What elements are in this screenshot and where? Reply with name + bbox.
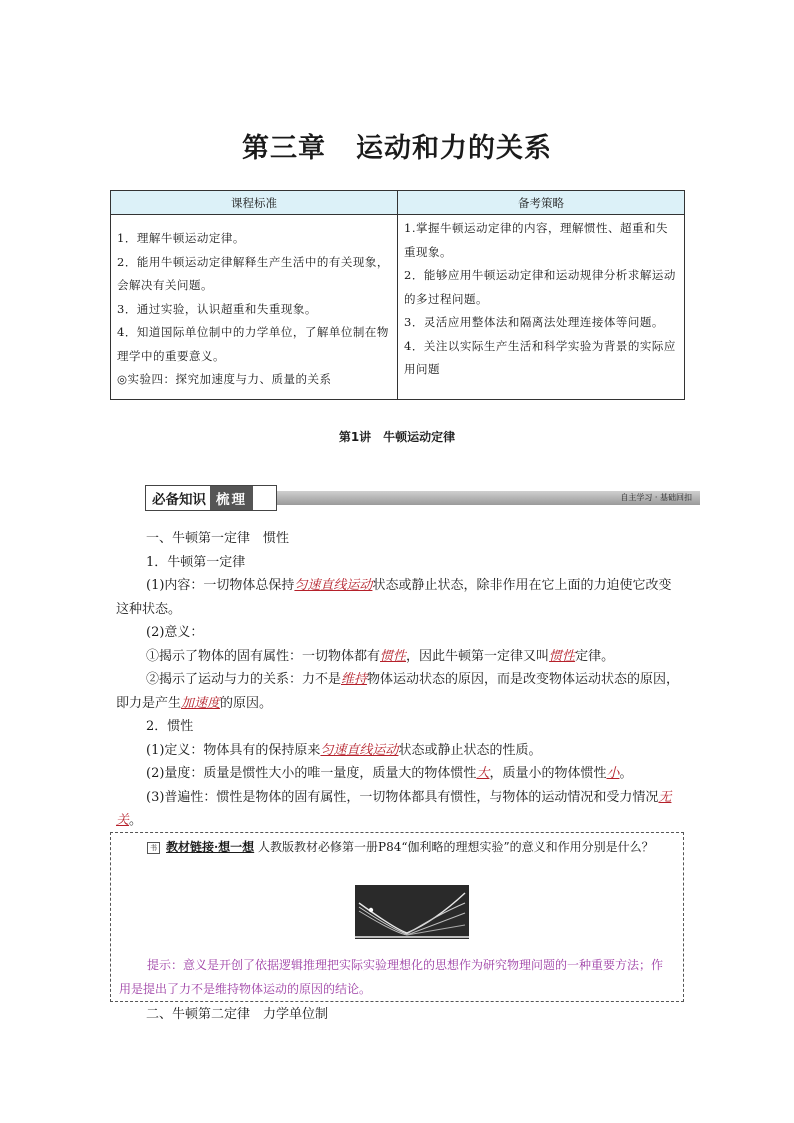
- chapter-title: [0, 126, 794, 165]
- paragraph: [116, 668, 681, 715]
- heading: 二、牛顿第二定律 力学单位制: [146, 1007, 329, 1022]
- textbook-link-box: [110, 832, 684, 1002]
- standards-table: [110, 190, 685, 400]
- list-item: 3．灵活应用整体法和隔离法处理连接体等问题。: [404, 315, 664, 329]
- answer-blank: 维持: [341, 672, 368, 687]
- answer-blank: 小: [606, 766, 620, 781]
- header-curriculum: 课程标准: [111, 191, 398, 215]
- hint-text: 意义是开创了依据逻辑推理把实际实验理想化的思想作为研究物理问题的一种重要方法；作用是提出了力不是维持物体运动的原因的结论。: [119, 958, 664, 996]
- text: 的原因。: [220, 695, 273, 711]
- paragraph: [116, 574, 681, 621]
- header-strategy: 备考策略: [398, 191, 685, 215]
- subheading: 2．惯性: [146, 719, 194, 734]
- text: 。: [619, 766, 633, 781]
- text: ，质量小的物体惯性: [489, 766, 607, 781]
- banner-label-dark: 梳理: [210, 486, 253, 510]
- think-hint: [119, 953, 675, 1001]
- galileo-experiment-image: [355, 885, 469, 939]
- text: ②揭示了运动与力的关系：力不是: [146, 672, 342, 687]
- text: 定律。: [575, 648, 615, 664]
- table-row: [111, 215, 685, 400]
- list-item: 3．通过实验，认识超重和失重现象。: [117, 301, 317, 316]
- answer-blank: 匀速直线运动: [320, 742, 399, 758]
- book-icon: 书: [147, 842, 160, 854]
- text: (3)普遍性：惯性是物体的固有属性，一切物体都具有惯性，与物体的运动情况和受力情况: [146, 789, 659, 805]
- strategy-cell: [398, 215, 685, 400]
- banner-subtitle: 自主学习 · 基础回扣: [620, 493, 692, 502]
- heading: 一、牛顿第一定律 惯性: [146, 531, 290, 546]
- text: ，因此牛顿第一定律又叫: [406, 648, 550, 664]
- paragraph: [116, 739, 681, 763]
- chapter-name: 运动和力的关系: [356, 133, 552, 164]
- paragraph: [116, 645, 681, 669]
- banner-label: 必备知识: [152, 492, 206, 508]
- list-item: [117, 368, 391, 392]
- answer-blank: 匀速直线运动: [294, 578, 373, 593]
- experiment-icon: ◎: [117, 372, 128, 386]
- lecture-title: 第1讲 牛顿运动定律: [338, 430, 456, 444]
- curriculum-cell: [111, 215, 398, 400]
- experiment-text: 实验四：探究加速度与力、质量的关系: [127, 372, 332, 386]
- hint-label: 提示：: [147, 958, 184, 972]
- table-header-row: [111, 191, 685, 215]
- text: (2)量度：质量是惯性大小的唯一量度，质量大的物体惯性: [146, 766, 477, 781]
- list-item: 2．能用牛顿运动定律解释生产生活中的有关现象，会解决有关问题。: [117, 254, 389, 292]
- text: 。: [129, 813, 143, 828]
- text: 状态或静止状态的性质。: [398, 742, 542, 758]
- answer-blank: 惯性: [549, 648, 576, 664]
- think-label: 教材链接·想一想: [166, 840, 255, 854]
- paragraph: [116, 786, 681, 833]
- text: ①揭示了物体的固有属性：一切物体都有: [146, 648, 381, 664]
- chapter-number: 第三章: [242, 133, 326, 164]
- list-item: 4．关注以实际生产生活和科学实验为背景的实际应用问题: [404, 338, 676, 376]
- answer-blank: 加速度: [181, 695, 221, 711]
- think-question: [119, 835, 675, 859]
- list-item: 1.掌握牛顿运动定律的内容，理解惯性、超重和失重现象。: [404, 221, 668, 259]
- text: (1)内容：一切物体总保持: [146, 578, 295, 593]
- think-question-text: 人教版教材必修第一册P84“伽利略的理想实验”的意义和作用分别是什么？: [258, 840, 654, 854]
- text: (1)定义：物体具有的保持原来: [146, 742, 321, 758]
- banner-tab: [145, 485, 277, 511]
- text: 状态或静止状态，除非作用在它上面的力迫使它改变这种状态。: [116, 578, 672, 617]
- answer-blank: 大: [476, 766, 490, 781]
- answer-blank: 惯性: [380, 648, 407, 664]
- list-item: 1．理解牛顿运动定律。: [117, 231, 245, 245]
- section-1: [116, 527, 681, 833]
- subheading: 1．牛顿第一定律: [146, 554, 246, 570]
- section-banner: [145, 485, 700, 511]
- paragraph: [116, 762, 681, 786]
- paragraph: (2)意义：: [146, 625, 204, 640]
- text: 物体运动状态的原因，而是改变物体运动状态的原因，即力是产生: [116, 672, 680, 711]
- answer-blank: 无关: [116, 789, 672, 828]
- list-item: 4．知道国际单位制中的力学单位，了解单位制在物理学中的重要意义。: [117, 325, 389, 363]
- list-item: 2．能够应用牛顿运动定律和运动规律分析求解运动的多过程问题。: [404, 268, 676, 306]
